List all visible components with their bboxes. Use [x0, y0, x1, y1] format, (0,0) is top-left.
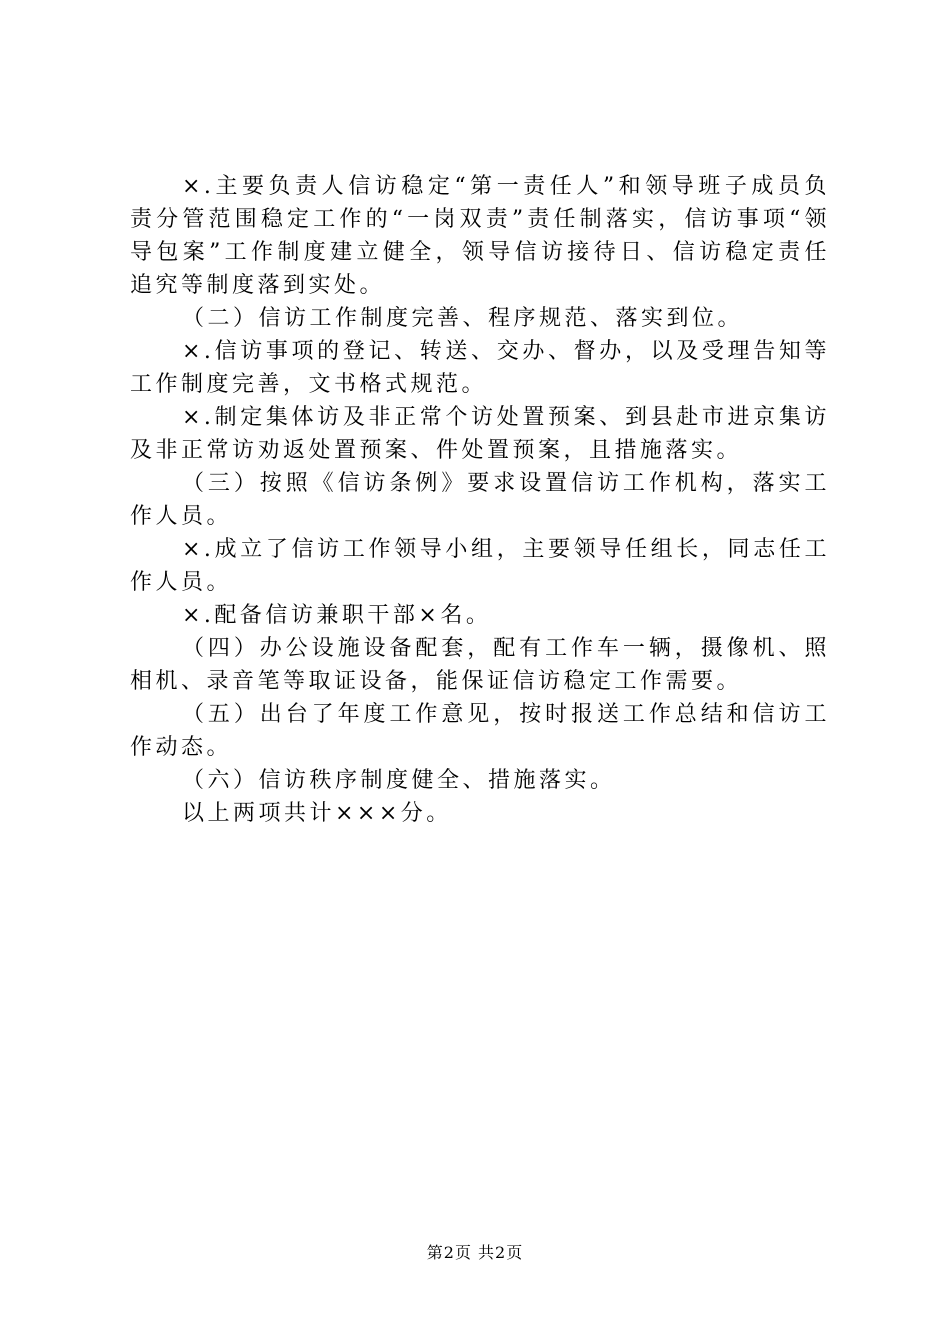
page-number-footer: 第2页 共2页	[426, 1243, 524, 1262]
heading-section-two: （二）信访工作制度完善、程序规范、落实到位。	[182, 306, 744, 331]
heading-section-three: （三）按照《信访条例》要求设置信访工作机构，落实工作人员。	[130, 471, 830, 529]
paragraph-registration: ×.信访事项的登记、转送、交办、督办，以及受理告知等工作制度完善，文书格式规范。	[130, 339, 830, 397]
paragraph-responsibility-system: ×.主要负责人信访稳定“第一责任人”和领导班子成员负责分管范围稳定工作的“一岗双责”责任制落实，信访事项“领导包案”工作制度建立健全，领导信访接待日、信访稳定责任追究等制度落到实处。	[130, 174, 830, 298]
heading-section-four: （四）办公设施设备配套，配有工作车一辆，摄像机、照相机、录音笔等取证设备，能保证信访稳定工作需要。	[130, 636, 830, 694]
heading-section-five: （五）出台了年度工作意见，按时报送工作总结和信访工作动态。	[130, 702, 830, 760]
paragraph-staffing: ×.配备信访兼职干部×名。	[182, 603, 492, 628]
paragraph-contingency-plans: ×.制定集体访及非正常个访处置预案、到县赴市进京集访及非正常访劝返处置预案、件处置预案，且措施落实。	[130, 405, 830, 463]
document-body	[130, 170, 830, 830]
heading-section-six: （六）信访秩序制度健全、措施落实。	[182, 768, 616, 793]
paragraph-total-score: 以上两项共计×××分。	[182, 801, 452, 826]
paragraph-leading-group: ×.成立了信访工作领导小组，主要领导任组长，同志任工作人员。	[130, 537, 830, 595]
